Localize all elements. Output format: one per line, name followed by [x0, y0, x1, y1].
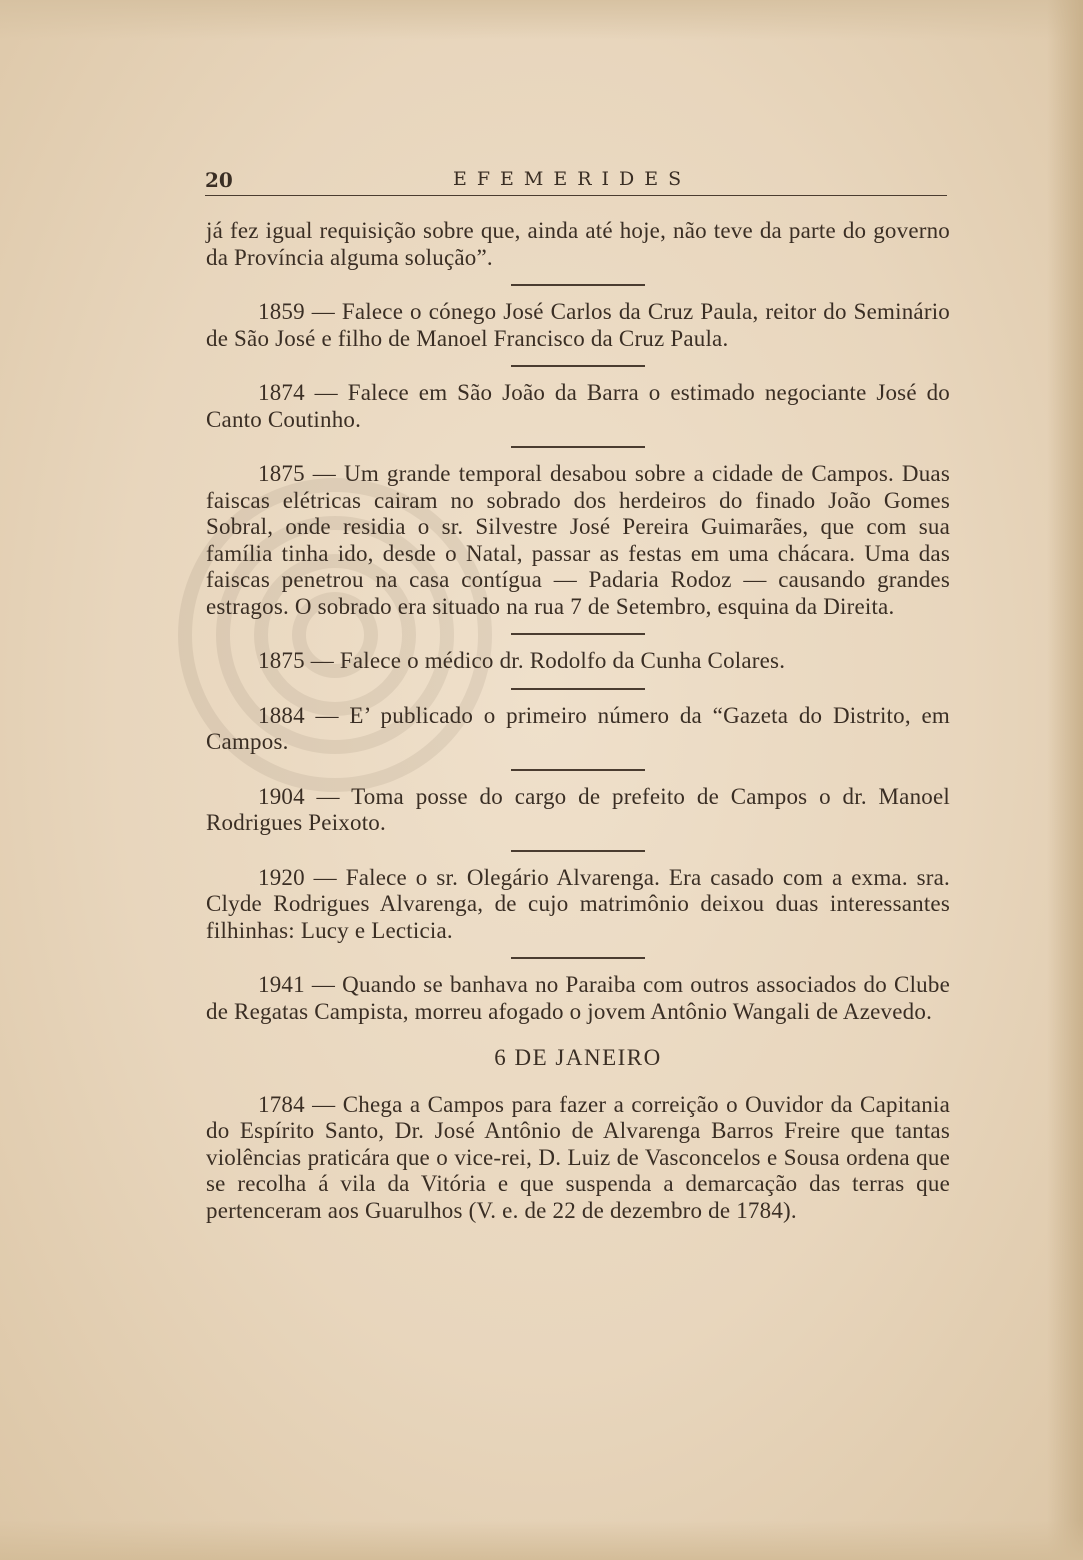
- entry-1784: 1784 — Chega a Campos para fazer a correição o Ouvidor da Capitania do Espírito Santo, Dr. José Antônio de Alvarenga Barros Freire que tantas violências praticára que o vice-rei, D. Luiz de Vasconcelos e Sousa ordena que se recolha á vila da Vitória e que suspenda a demarcação das terras que pertenceram aos Guarulhos (V. e. de 22 de dezembro de 1784).: [206, 1091, 950, 1223]
- entry-separator: [511, 633, 645, 635]
- running-title: EFEMERIDES: [453, 168, 692, 190]
- page-edge-shading-bottom: [0, 1520, 1083, 1560]
- entry-separator: [511, 769, 645, 771]
- header-rule: [205, 195, 947, 196]
- entry-1920: 1920 — Falece o sr. Olegário Alvarenga. Era casado com a exma. sra. Clyde Rodrigues Alvarenga, de cujo matrimônio deixou duas interessantes filhinhas: Lucy e Lecticia.: [206, 864, 950, 943]
- entry-separator: [511, 365, 645, 367]
- page-header: [205, 168, 947, 194]
- entry-1875-colares: 1875 — Falece o médico dr. Rodolfo da Cunha Colares.: [258, 648, 786, 673]
- entry-1884: 1884 — E’ publicado o primeiro número da “Gazeta do Distrito, em Campos.: [206, 702, 950, 754]
- page-edge-shading-top: [0, 0, 1083, 40]
- entry-continuation: já fez igual requisição sobre que, ainda até hoje, não teve da parte do governo da Província alguma solução”.: [206, 218, 950, 270]
- entry-1875-temporal: 1875 — Um grande temporal desabou sobre a cidade de Campos. Duas faiscas elétricas cairam no sobrado dos herdeiros do finado João Gomes Sobral, onde residia o sr. Silvestre José Pereira Guimarães, que com sua família tinha ido, desde o Natal, passar as festas em uma chácara. Uma das faiscas penetrou na casa contígua — Padaria Rodoz — causando grandes estragos. O sobrado era situado na rua 7 de Setembro, esquina da Direita.: [206, 461, 950, 619]
- entry-1859: 1859 — Falece o cónego José Carlos da Cruz Paula, reitor do Seminário de São José e filho de Manoel Francisco da Cruz Paula.: [206, 299, 950, 351]
- section-heading: 6 DE JANEIRO: [494, 1045, 662, 1070]
- page-body: [206, 218, 950, 1224]
- page-number: 20: [205, 168, 233, 192]
- entry-separator: [511, 957, 645, 959]
- entry-separator: [511, 446, 645, 448]
- entry-1941: 1941 — Quando se banhava no Paraiba com outros associados do Clube de Regatas Campista, morreu afogado o jovem Antônio Wangali de Azevedo.: [206, 972, 950, 1024]
- entry-separator: [511, 688, 645, 690]
- entry-separator: [511, 850, 645, 852]
- entry-1874: 1874 — Falece em São João da Barra o estimado negociante José do Canto Coutinho.: [206, 380, 950, 432]
- page-edge-shading-right: [1047, 0, 1083, 1560]
- entry-separator: [511, 284, 645, 286]
- entry-1904: 1904 — Toma posse do cargo de prefeito de Campos o dr. Manoel Rodrigues Peixoto.: [206, 783, 950, 835]
